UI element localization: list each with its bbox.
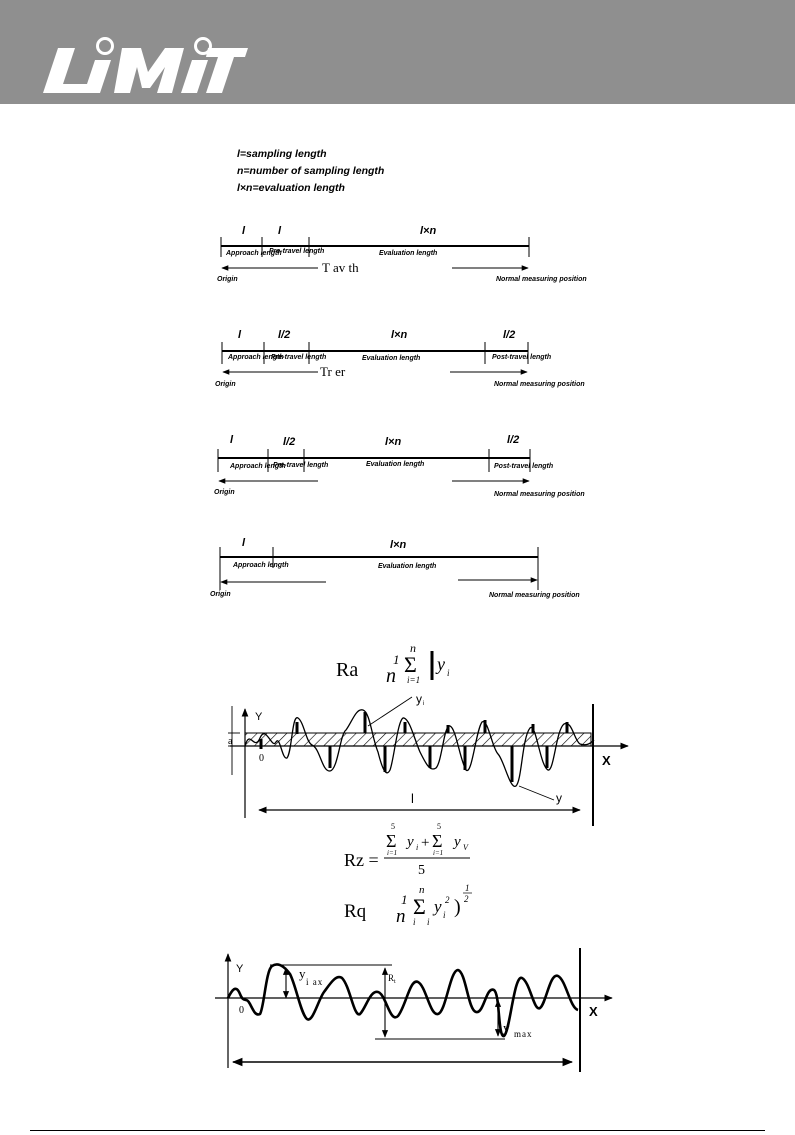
scheme-header: l [278,225,282,237]
approach-length-label: Approach length [228,354,284,361]
origin-label: Origin [217,276,238,283]
yv-label: y [556,791,562,805]
rz-denominator: 5 [418,863,425,878]
rt-label: R [388,973,395,983]
rz-sub-i: i [416,843,419,852]
sigma-symbol: Σ [432,831,443,851]
normal-position-label: Normal measuring position [494,381,585,388]
rz-symbol: Rz = [344,850,379,870]
legend-item: n=number of sampling length [237,165,385,177]
rq-n: n [396,906,406,927]
travel-length-label: Tr er [320,364,346,379]
sigma-symbol: Σ [386,831,397,851]
yvmax-label: y [503,1020,510,1035]
approach-length-label: Approach length [233,562,289,569]
rq-exp-den: 2 [464,894,469,904]
rq-one: 1 [401,892,408,907]
rq-bottom: i [413,917,416,927]
travel-length-label: T av th [322,260,359,275]
rz-bottom: i=1 [387,849,398,857]
rz-top: 5 [391,822,395,831]
rq-y: y [434,897,442,916]
rz-bottom: i=1 [433,849,444,857]
rz-yi: y [407,834,414,850]
sampling-length-label: l [411,791,414,806]
rq-bottom: i [427,917,430,927]
yi-sub: i [423,701,425,707]
legend-item: l=sampling length [237,148,327,160]
footer-rule [30,1130,765,1131]
ra-sum-bottom: i=1 [407,675,421,685]
rq-sub-i: i [443,910,446,920]
rq-exp-num: 1 [465,883,470,893]
scheme-header: l [230,434,234,446]
pre-travel-label: Pre-travel length [271,354,327,361]
approach-length-label: Approach length [230,463,286,470]
rq-symbol: Rq [344,901,367,922]
rz-yv: y [454,834,461,850]
rq-formula [344,883,472,927]
y-axis-label: Y [236,963,244,975]
scheme-header: l [242,225,246,237]
sigma-symbol: Σ [404,652,417,677]
scheme-header: l/2 [278,329,291,341]
origin-label: Origin [210,591,231,598]
post-travel-label: Post-travel length [492,354,552,361]
yvmax-sub: max [514,1029,533,1039]
rq-sum-top: n [419,884,425,896]
ra-sum-top: n [410,641,416,655]
rt-sub: t [394,979,396,985]
y-axis-label: Y [255,711,263,723]
post-travel-label: Post-travel length [494,463,554,470]
rq-square: 2 [445,895,450,905]
scheme-header: l×n [391,329,408,341]
pre-travel-label: Pre-travel length [269,248,325,255]
origin-label: Origin [214,489,235,496]
evaluation-length-label: Evaluation length [366,461,425,468]
scheme-header: l×n [385,436,402,448]
measurement-scheme-3 [218,434,530,481]
ra-n: n [386,665,396,687]
scheme-header: l [242,537,246,549]
normal-position-label: Normal measuring position [496,276,587,283]
rq-paren: ) [454,896,461,918]
rz-formula [344,822,470,878]
ra-formula [336,641,450,687]
legend-item: l×n=evaluation length [237,182,345,194]
ra-one: 1 [393,652,400,667]
ra-y: y [437,654,445,674]
ra-profile-graph [228,692,628,826]
ra-i: i [447,668,450,678]
rz-plus: + [421,835,430,851]
origin-label: 0 [239,1005,244,1016]
sigma-symbol: Σ [413,894,426,919]
evaluation-length-label: Evaluation length [362,355,421,362]
evaluation-length-label: Evaluation length [379,250,438,257]
x-axis-label: X [602,753,611,768]
normal-position-label: Normal measuring position [489,592,580,599]
evaluation-length-label: Evaluation length [378,563,437,570]
scheme-header: l/2 [283,436,296,448]
rz-top: 5 [437,822,441,831]
measurement-scheme-2 [222,329,528,372]
origin-label: 0 [259,753,264,764]
pre-travel-label: Pre-travel length [273,462,329,469]
yi-label: y [416,692,422,706]
yimax-sub: i ax [306,977,324,987]
scheme-header: l/2 [503,329,516,341]
scheme-header: l×n [420,225,437,237]
measurement-scheme-1 [221,225,529,268]
yimax-label: y [299,966,306,981]
rz-sub-v: V [463,843,468,852]
rt-profile-graph [215,948,612,1072]
ra-symbol: Ra [336,659,359,681]
scheme-header: l/2 [507,434,520,446]
scheme-header: l [238,329,242,341]
x-axis-label: X [589,1004,598,1019]
origin-label: Origin [215,381,236,388]
approach-length-label: Approach length [226,250,282,257]
scheme-header: l×n [390,539,407,551]
normal-position-label: Normal measuring position [494,491,585,498]
a-label: a [228,736,233,747]
